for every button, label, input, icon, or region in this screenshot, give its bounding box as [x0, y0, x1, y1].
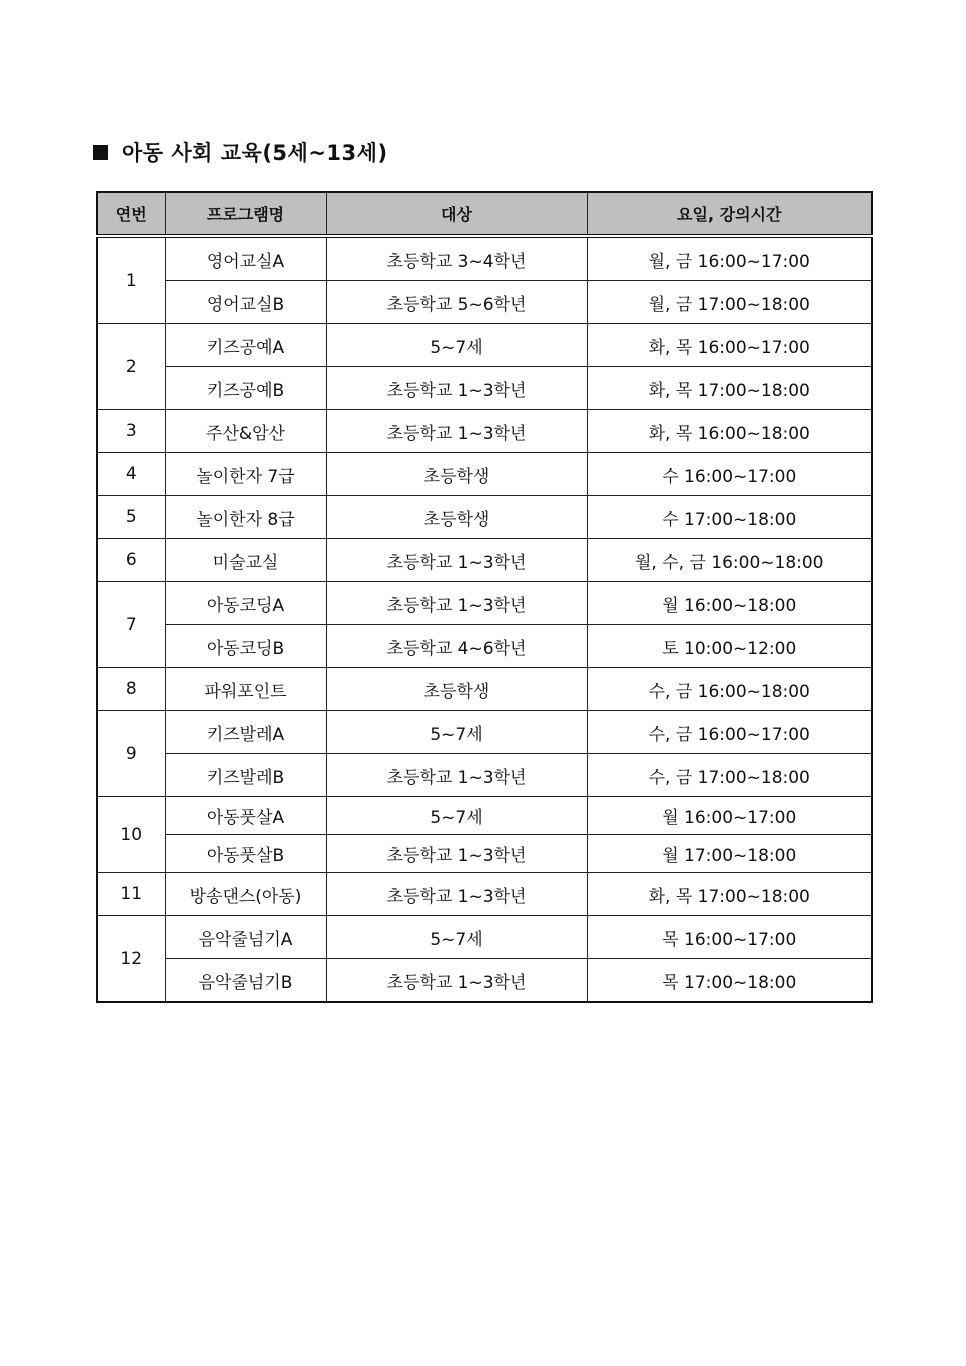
cell-no: 6 — [97, 539, 165, 582]
header-program-name: 프로그램명 — [165, 192, 326, 236]
cell-no: 8 — [97, 668, 165, 711]
table-row — [97, 582, 872, 625]
table-row — [97, 539, 872, 582]
cell-program-name: 주산&암산 — [165, 410, 326, 453]
cell-target: 초등학생 — [326, 668, 587, 711]
table-row — [97, 797, 872, 835]
cell-schedule: 월 16:00~17:00 — [587, 797, 872, 835]
cell-target: 초등학교 1~3학년 — [326, 959, 587, 1003]
cell-schedule: 월, 수, 금 16:00~18:00 — [587, 539, 872, 582]
table-row — [97, 324, 872, 367]
cell-target: 초등학교 1~3학년 — [326, 539, 587, 582]
cell-schedule: 화, 목 16:00~18:00 — [587, 410, 872, 453]
cell-schedule: 월, 금 16:00~17:00 — [587, 236, 872, 281]
cell-target: 초등학교 5~6학년 — [326, 281, 587, 324]
header-target: 대상 — [326, 192, 587, 236]
cell-schedule: 토 10:00~12:00 — [587, 625, 872, 668]
table-row — [97, 668, 872, 711]
cell-program-name: 미술교실 — [165, 539, 326, 582]
cell-schedule: 수, 금 17:00~18:00 — [587, 754, 872, 797]
cell-target: 5~7세 — [326, 711, 587, 754]
cell-program-name: 아동풋살B — [165, 835, 326, 873]
table-row — [97, 410, 872, 453]
cell-schedule: 화, 목 17:00~18:00 — [587, 873, 872, 916]
cell-target: 초등학교 3~4학년 — [326, 236, 587, 281]
cell-program-name: 놀이한자 8급 — [165, 496, 326, 539]
cell-target: 초등학교 1~3학년 — [326, 410, 587, 453]
table-row — [97, 281, 872, 324]
cell-schedule: 수, 금 16:00~17:00 — [587, 711, 872, 754]
section-title-text: 아동 사회 교육(5세~13세) — [122, 141, 388, 165]
table-body — [97, 236, 872, 1002]
cell-target: 초등학생 — [326, 496, 587, 539]
table-row — [97, 453, 872, 496]
table-row — [97, 625, 872, 668]
cell-schedule: 월 16:00~18:00 — [587, 582, 872, 625]
cell-no: 9 — [97, 711, 165, 797]
cell-schedule: 목 16:00~17:00 — [587, 916, 872, 959]
cell-target: 초등학교 1~3학년 — [326, 835, 587, 873]
cell-program-name: 키즈공예A — [165, 324, 326, 367]
cell-schedule: 수 16:00~17:00 — [587, 453, 872, 496]
cell-program-name: 영어교실A — [165, 236, 326, 281]
cell-target: 초등학교 1~3학년 — [326, 873, 587, 916]
cell-program-name: 방송댄스(아동) — [165, 873, 326, 916]
cell-no: 2 — [97, 324, 165, 410]
cell-program-name: 아동코딩A — [165, 582, 326, 625]
cell-program-name: 음악줄넘기A — [165, 916, 326, 959]
cell-no: 11 — [97, 873, 165, 916]
table-row — [97, 754, 872, 797]
table-row — [97, 959, 872, 1003]
square-bullet-icon — [93, 145, 108, 160]
cell-program-name: 파워포인트 — [165, 668, 326, 711]
table-row — [97, 835, 872, 873]
cell-target: 초등학교 1~3학년 — [326, 754, 587, 797]
table-row — [97, 236, 872, 281]
cell-program-name: 키즈공예B — [165, 367, 326, 410]
table-header-row — [97, 192, 872, 236]
cell-no: 5 — [97, 496, 165, 539]
cell-schedule: 수, 금 16:00~18:00 — [587, 668, 872, 711]
cell-schedule: 월, 금 17:00~18:00 — [587, 281, 872, 324]
cell-schedule: 수 17:00~18:00 — [587, 496, 872, 539]
cell-no: 10 — [97, 797, 165, 873]
cell-program-name: 아동풋살A — [165, 797, 326, 835]
program-schedule-table — [96, 191, 873, 1003]
cell-program-name: 영어교실B — [165, 281, 326, 324]
cell-target: 초등학교 1~3학년 — [326, 582, 587, 625]
cell-program-name: 아동코딩B — [165, 625, 326, 668]
cell-schedule: 화, 목 16:00~17:00 — [587, 324, 872, 367]
header-no: 연번 — [97, 192, 165, 236]
table-row — [97, 711, 872, 754]
table-row — [97, 873, 872, 916]
cell-program-name: 음악줄넘기B — [165, 959, 326, 1003]
cell-program-name: 키즈발레B — [165, 754, 326, 797]
cell-no: 4 — [97, 453, 165, 496]
cell-target: 5~7세 — [326, 916, 587, 959]
cell-no: 7 — [97, 582, 165, 668]
cell-no: 12 — [97, 916, 165, 1003]
cell-schedule: 월 17:00~18:00 — [587, 835, 872, 873]
table-row — [97, 916, 872, 959]
cell-program-name: 놀이한자 7급 — [165, 453, 326, 496]
cell-no: 1 — [97, 236, 165, 324]
table-row — [97, 367, 872, 410]
cell-target: 초등학생 — [326, 453, 587, 496]
cell-schedule: 화, 목 17:00~18:00 — [587, 367, 872, 410]
cell-program-name: 키즈발레A — [165, 711, 326, 754]
cell-target: 초등학교 4~6학년 — [326, 625, 587, 668]
header-schedule: 요일, 강의시간 — [587, 192, 872, 236]
section-title — [93, 136, 388, 168]
cell-target: 5~7세 — [326, 797, 587, 835]
table-row — [97, 496, 872, 539]
cell-schedule: 목 17:00~18:00 — [587, 959, 872, 1003]
cell-no: 3 — [97, 410, 165, 453]
cell-target: 5~7세 — [326, 324, 587, 367]
cell-target: 초등학교 1~3학년 — [326, 367, 587, 410]
